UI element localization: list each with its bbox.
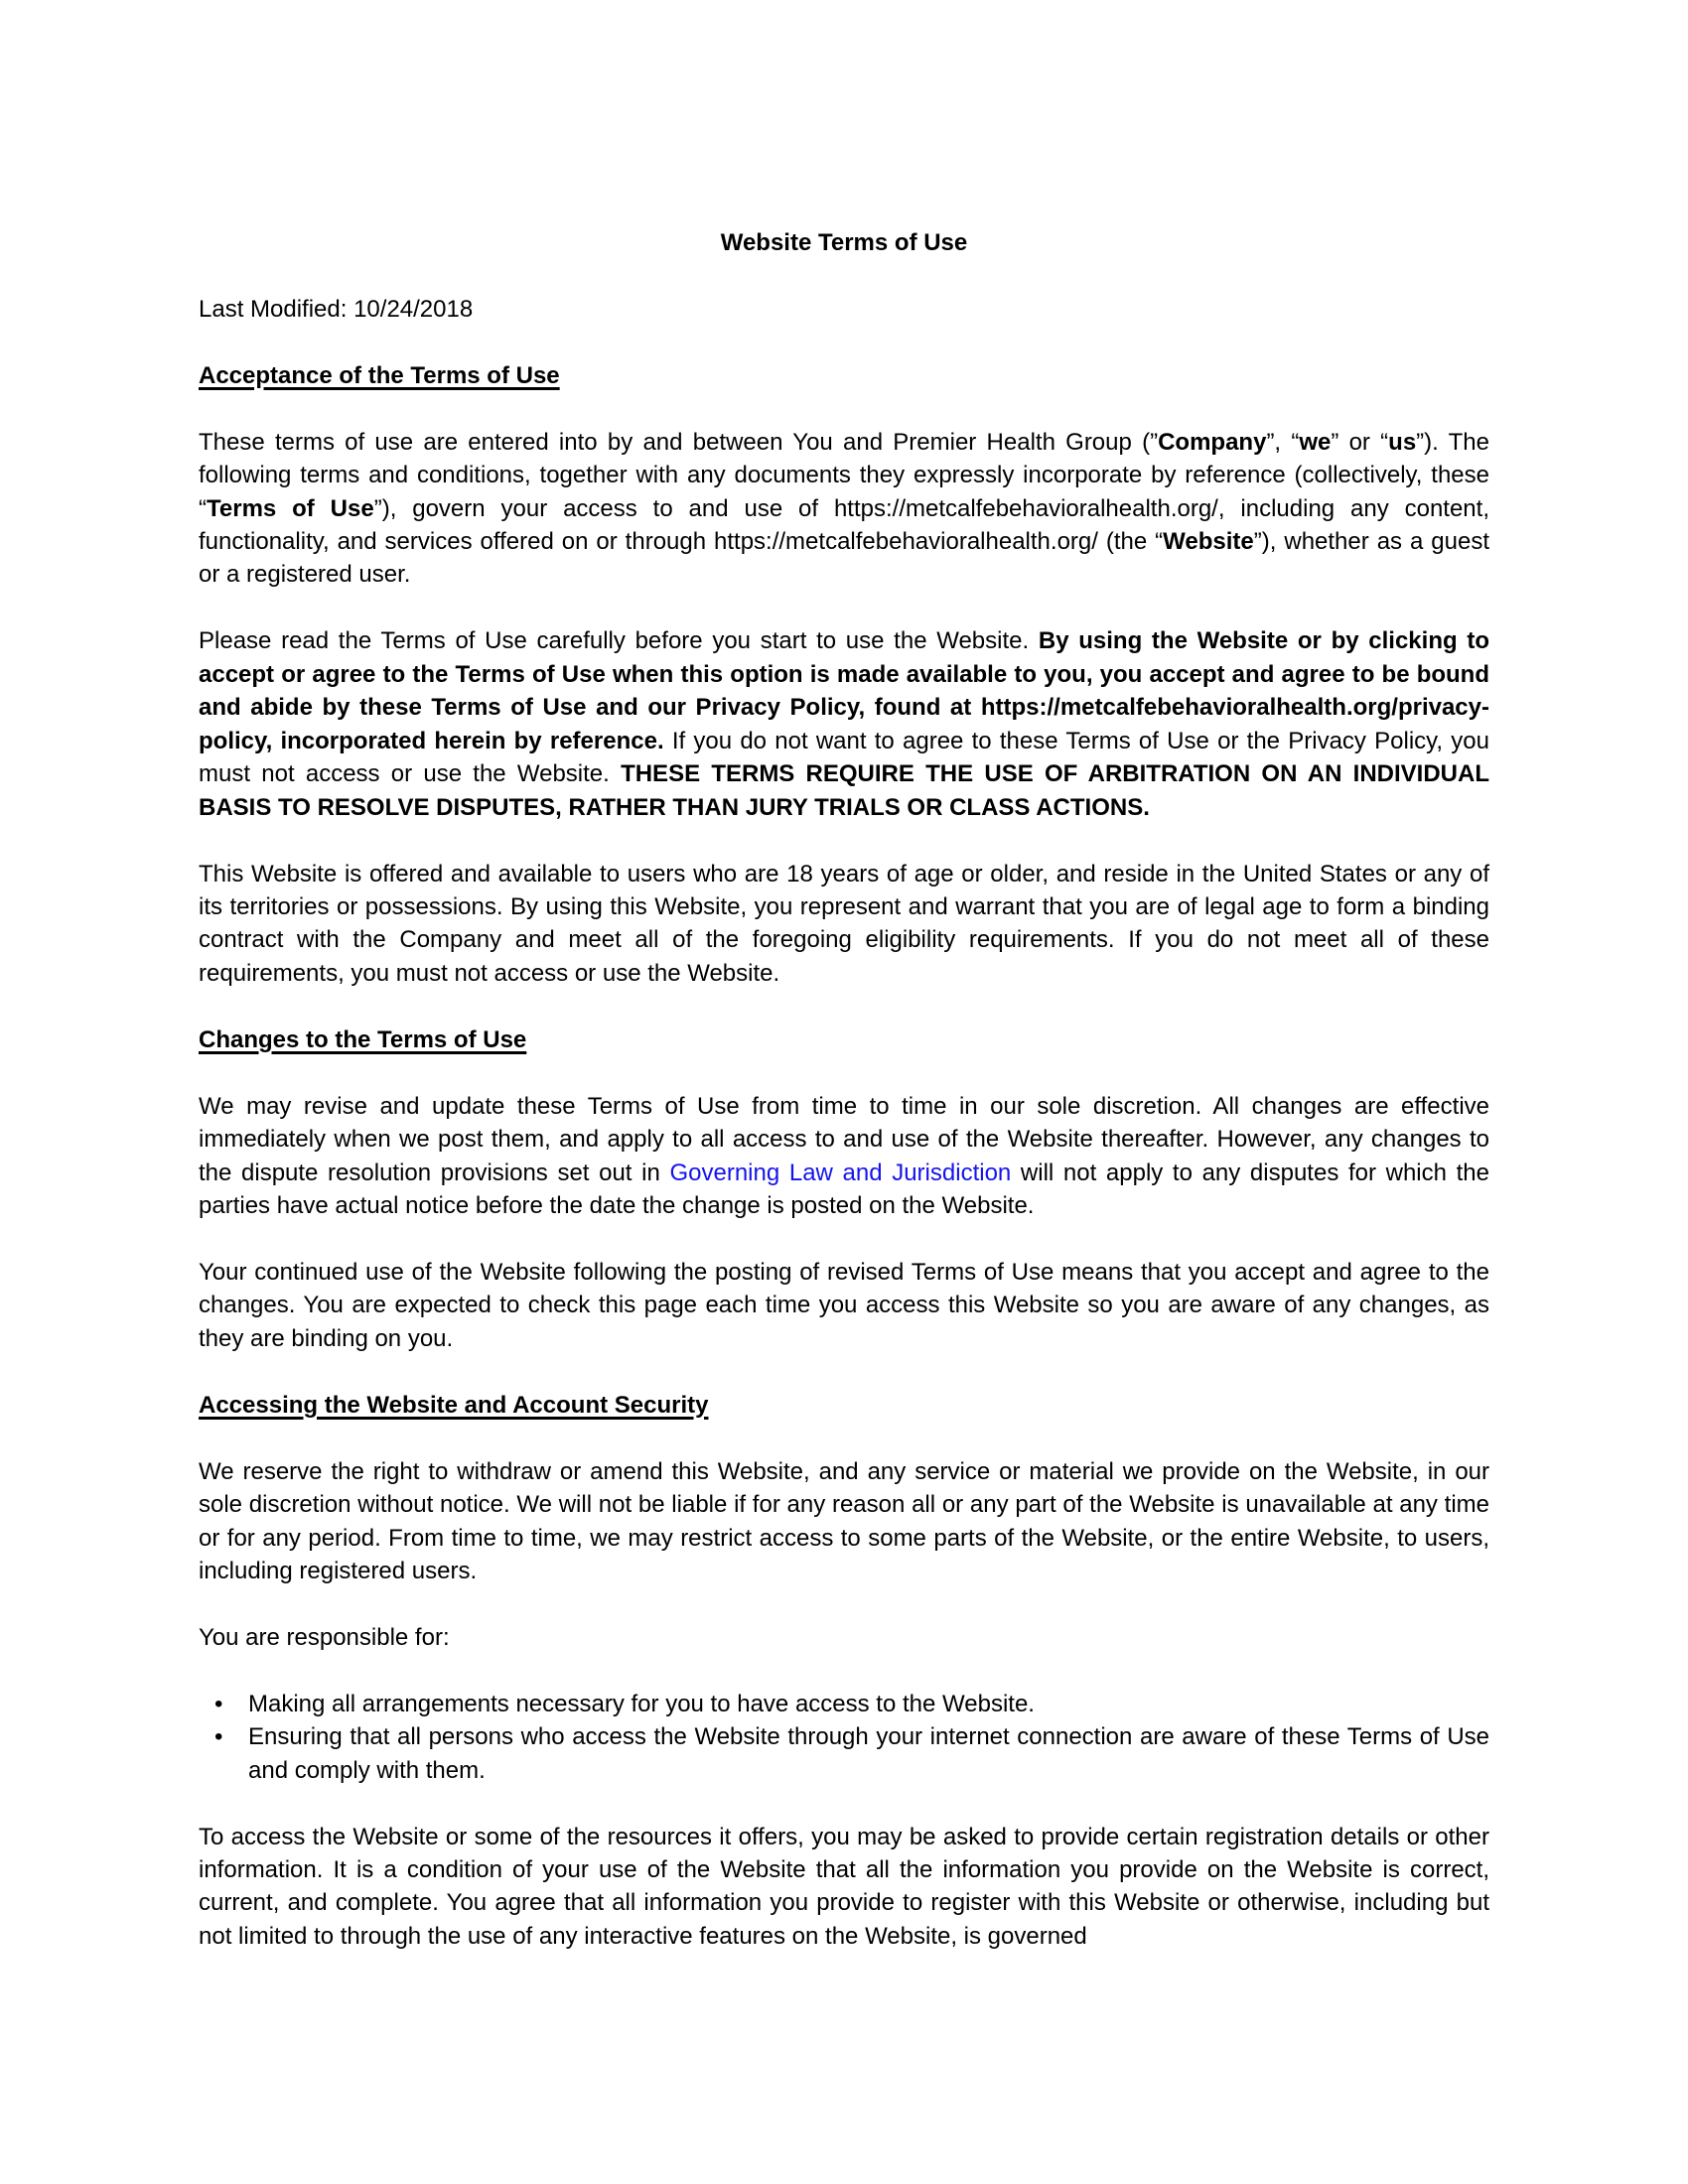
text-run: These terms of use are entered into by and between You and Premier Health Group (” — [199, 428, 1159, 456]
bold-text-run: Terms of Use — [207, 494, 374, 522]
list-item-text — [248, 1688, 1489, 1720]
text-run: ”). The following terms and conditions, together with any documents they expressly incorporate by reference (collectively, these “ — [199, 428, 1489, 522]
list-item — [199, 1688, 1489, 1720]
text-run: ” or “ — [1331, 428, 1389, 456]
paragraph — [199, 858, 1489, 991]
text-run: You are responsible for: — [199, 1623, 450, 1651]
last-modified-line: Last Modified: 10/24/2018 — [199, 295, 474, 323]
text-run: We may revise and update these Terms of Use from time to time in our sole discretion. All changes are effective immediately when we post them, and apply to all access to and use of the Website thereafter. However, any changes to the dispute resolution provisions set out in — [199, 1092, 1489, 1186]
paragraph — [199, 1090, 1489, 1223]
bold-text-run: Website — [1163, 528, 1254, 556]
bullet-icon: • — [214, 1690, 223, 1717]
paragraph — [199, 1455, 1489, 1588]
section-heading: Acceptance of the Terms of Use — [199, 361, 560, 389]
text-run: Making all arrangements necessary for you to have access to the Website. — [248, 1690, 1035, 1717]
paragraph — [199, 1256, 1489, 1355]
text-run: will not apply to any disputes for which the parties have actual notice before the date the change is posted on the Website. — [199, 1159, 1489, 1220]
list-item-text — [248, 1720, 1489, 1787]
text-run: Ensuring that all persons who access the Website through your internet connection are aware of these Terms of Use and comply with them. — [248, 1723, 1489, 1784]
text-run: To access the Website or some of the resources it offers, you may be asked to provide certain registration details or other information. It is a condition of your use of the Website that all the information you provide on the Website is correct, current, and complete. You agree that all information you provide to register with this Website or otherwise, including but not limited to through the use of any interactive features on the Website, is governed — [199, 1823, 1489, 1950]
bold-text-run: THESE TERMS REQUIRE THE USE OF ARBITRATION ON AN INDIVIDUAL BASIS TO RESOLVE DISPUTES, RATHER THAN JURY TRIALS OR CLASS ACTIONS. — [199, 760, 1489, 821]
governing-law-jurisdiction-link[interactable]: Governing Law and Jurisdiction — [669, 1159, 1012, 1186]
paragraph — [199, 426, 1489, 592]
text-run: ”), govern your access to and use of https://metcalfebehavioralhealth.org/, including any content, functionality, and services offered on or through https://metcalfebehavioralhealth.org/ (the “ — [199, 494, 1489, 556]
list-item — [199, 1720, 1489, 1787]
bold-text-run: we — [1299, 428, 1332, 456]
document-title: Website Terms of Use — [720, 229, 968, 256]
bold-text-run: us — [1388, 428, 1417, 456]
paragraph — [199, 624, 1489, 824]
text-run: This Website is offered and available to users who are 18 years of age or older, and reside in the United States or any of its territories or possessions. By using this Website, you represent and warrant that you are of legal age to form a binding contract with the Company and meet all of the foregoing eligibility requirements. If you do not meet all of these requirements, you must not access or use the Website. — [199, 860, 1489, 987]
section-heading: Accessing the Website and Account Security — [199, 1391, 709, 1419]
paragraph — [199, 1621, 1489, 1654]
text-run: Please read the Terms of Use carefully before you start to use the Website. — [199, 627, 1039, 655]
document-body — [199, 359, 1489, 1954]
text-run: ”), whether as a guest or a registered user. — [199, 528, 1489, 589]
bullet-icon: • — [214, 1723, 223, 1751]
text-run: If you do not want to agree to these Terms of Use or the Privacy Policy, you must not access or use the Website. — [199, 727, 1489, 788]
bold-text-run: Company — [1158, 428, 1267, 456]
bold-text-run: By using the Website or by clicking to accept or agree to the Terms of Use when this option is made available to you, you accept and agree to be bound and abide by these Terms of Use and our Privacy Policy, found at https://metcalfebehavioralhealth.org/privacy-policy, incorporated herein by reference. — [199, 627, 1489, 754]
text-run: Your continued use of the Website following the posting of revised Terms of Use means that you accept and agree to the changes. You are expected to check this page each time you access this Website so you are aware of any changes, as they are binding on you. — [199, 1258, 1489, 1352]
section-heading: Changes to the Terms of Use — [199, 1025, 527, 1053]
text-run: We reserve the right to withdraw or amend this Website, and any service or material we provide on the Website, in our sole discretion without notice. We will not be liable if for any reason all or any part of the Website is unavailable at any time or for any period. From time to time, we may restrict access to some parts of the Website, or the entire Website, to users, including registered users. — [199, 1457, 1489, 1584]
bullet-list — [199, 1688, 1489, 1787]
paragraph — [199, 1821, 1489, 1954]
text-run: ”, “ — [1266, 428, 1300, 456]
